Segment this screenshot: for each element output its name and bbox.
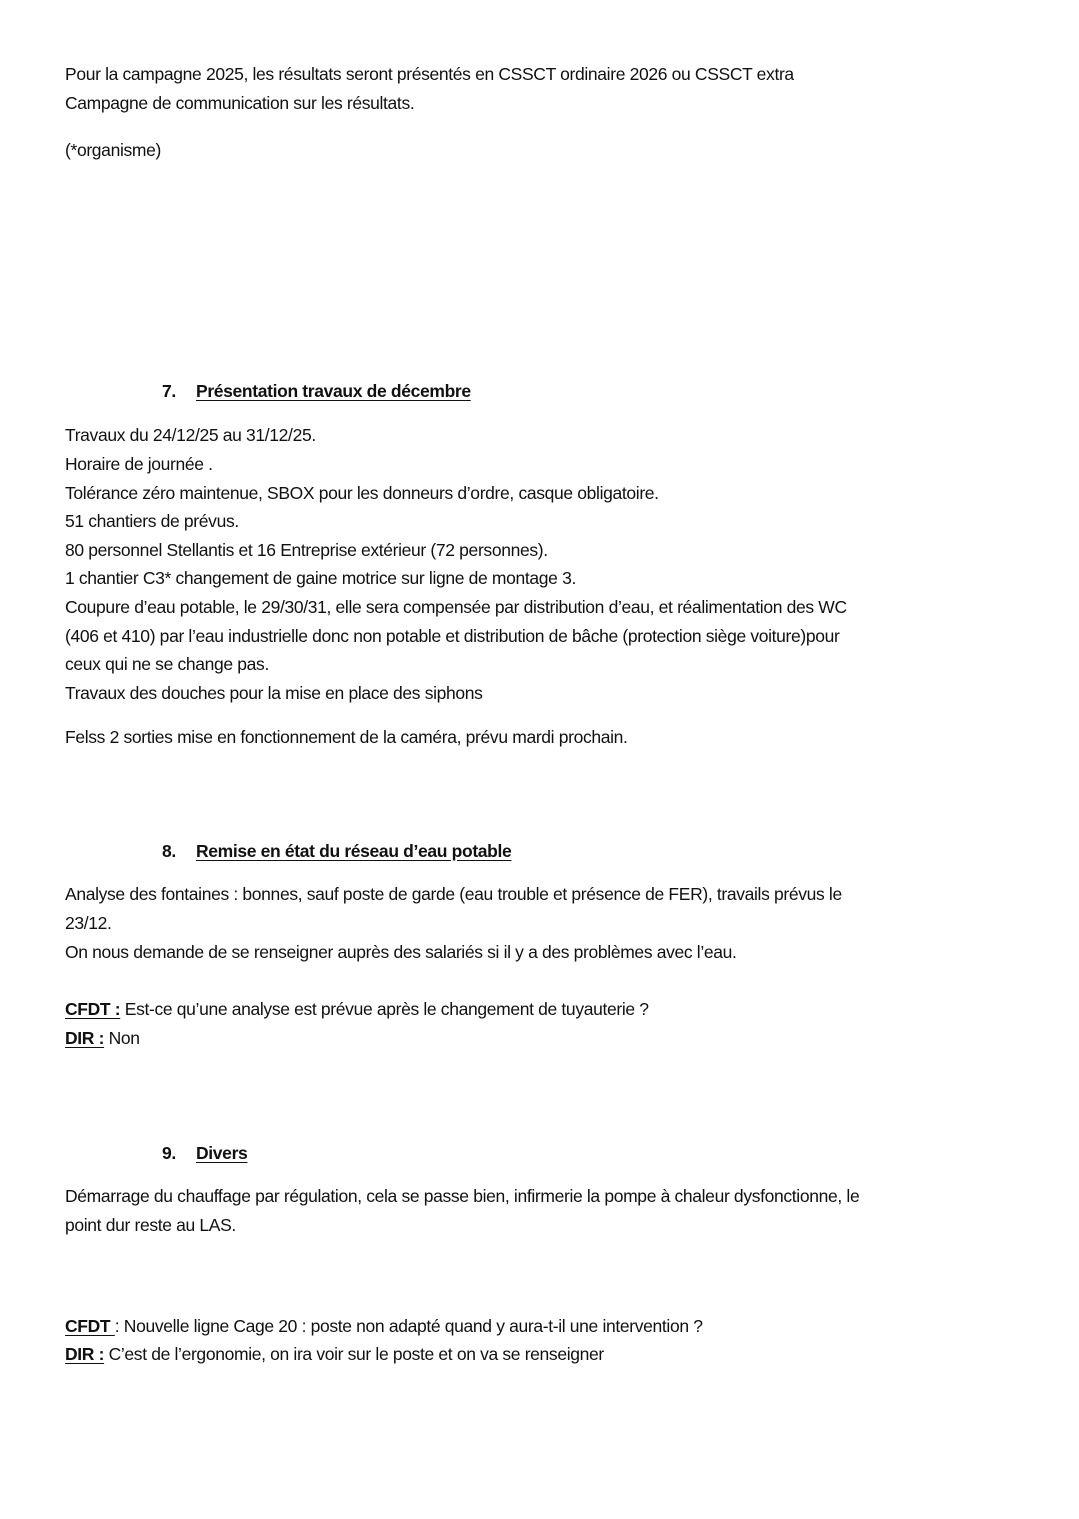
section-heading-9	[162, 1142, 247, 1164]
paragraph-line: Travaux du 24/12/25 au 31/12/25.	[65, 425, 316, 445]
paragraph-line: 51 chantiers de prévus.	[65, 511, 239, 531]
section-title: Divers	[196, 1143, 248, 1163]
paragraph-line: Coupure d’eau potable, le 29/30/31, elle sera compensée par distribution d’eau, et réalimentation des WC	[65, 597, 847, 617]
section-heading-7	[162, 380, 471, 402]
section-title: Remise en état du réseau d’eau potable	[196, 841, 512, 861]
section-title: Présentation travaux de décembre	[196, 381, 471, 401]
dialogue-line	[65, 1315, 703, 1337]
speaker-label: DIR :	[65, 1028, 105, 1048]
section-number: 7.	[162, 381, 176, 401]
paragraph-line: On nous demande de se renseigner auprès des salariés si il y a des problèmes avec l’eau.	[65, 942, 737, 962]
paragraph-line: 23/12.	[65, 913, 112, 933]
dialogue-text: Est-ce qu’une analyse est prévue après le changement de tuyauterie ?	[120, 999, 649, 1019]
section-heading-8	[162, 840, 511, 862]
speaker-label: DIR :	[65, 1344, 105, 1364]
intro-line: Pour la campagne 2025, les résultats seront présentés en CSSCT ordinaire 2026 ou CSSCT extra	[65, 64, 794, 84]
dialogue-line	[65, 1027, 140, 1049]
speaker-label: CFDT	[65, 1316, 115, 1336]
paragraph-line: 80 personnel Stellantis et 16 Entreprise extérieur (72 personnes).	[65, 540, 548, 560]
section-number: 8.	[162, 841, 176, 861]
dialogue-text: Non	[104, 1028, 140, 1048]
paragraph-line: ceux qui ne se change pas.	[65, 654, 269, 674]
dialogue-line	[65, 1343, 604, 1365]
paragraph-line: Démarrage du chauffage par régulation, cela se passe bien, infirmerie la pompe à chaleur dysfonctionne, le	[65, 1186, 860, 1206]
speaker-label: CFDT :	[65, 999, 121, 1019]
paragraph-line: Horaire de journée .	[65, 454, 213, 474]
dialogue-text: C’est de l’ergonomie, on ira voir sur le poste et on va se renseigner	[104, 1344, 604, 1364]
paragraph-line: Felss 2 sorties mise en fonctionnement de la caméra, prévu mardi prochain.	[65, 727, 628, 747]
paragraph-line: (406 et 410) par l’eau industrielle donc non potable et distribution de bâche (protection siège voiture)pour	[65, 626, 840, 646]
intro-note: (*organisme)	[65, 140, 161, 160]
paragraph-line: Analyse des fontaines : bonnes, sauf poste de garde (eau trouble et présence de FER), travails prévus le	[65, 884, 842, 904]
paragraph-line: point dur reste au LAS.	[65, 1215, 236, 1235]
dialogue-line	[65, 998, 649, 1020]
intro-line: Campagne de communication sur les résultats.	[65, 93, 415, 113]
paragraph-line: Tolérance zéro maintenue, SBOX pour les donneurs d’ordre, casque obligatoire.	[65, 483, 659, 503]
section-number: 9.	[162, 1143, 176, 1163]
paragraph-line: Travaux des douches pour la mise en place des siphons	[65, 683, 483, 703]
dialogue-text: : Nouvelle ligne Cage 20 : poste non adapté quand y aura-t-il une intervention ?	[114, 1316, 703, 1336]
paragraph-line: 1 chantier C3* changement de gaine motrice sur ligne de montage 3.	[65, 568, 576, 588]
